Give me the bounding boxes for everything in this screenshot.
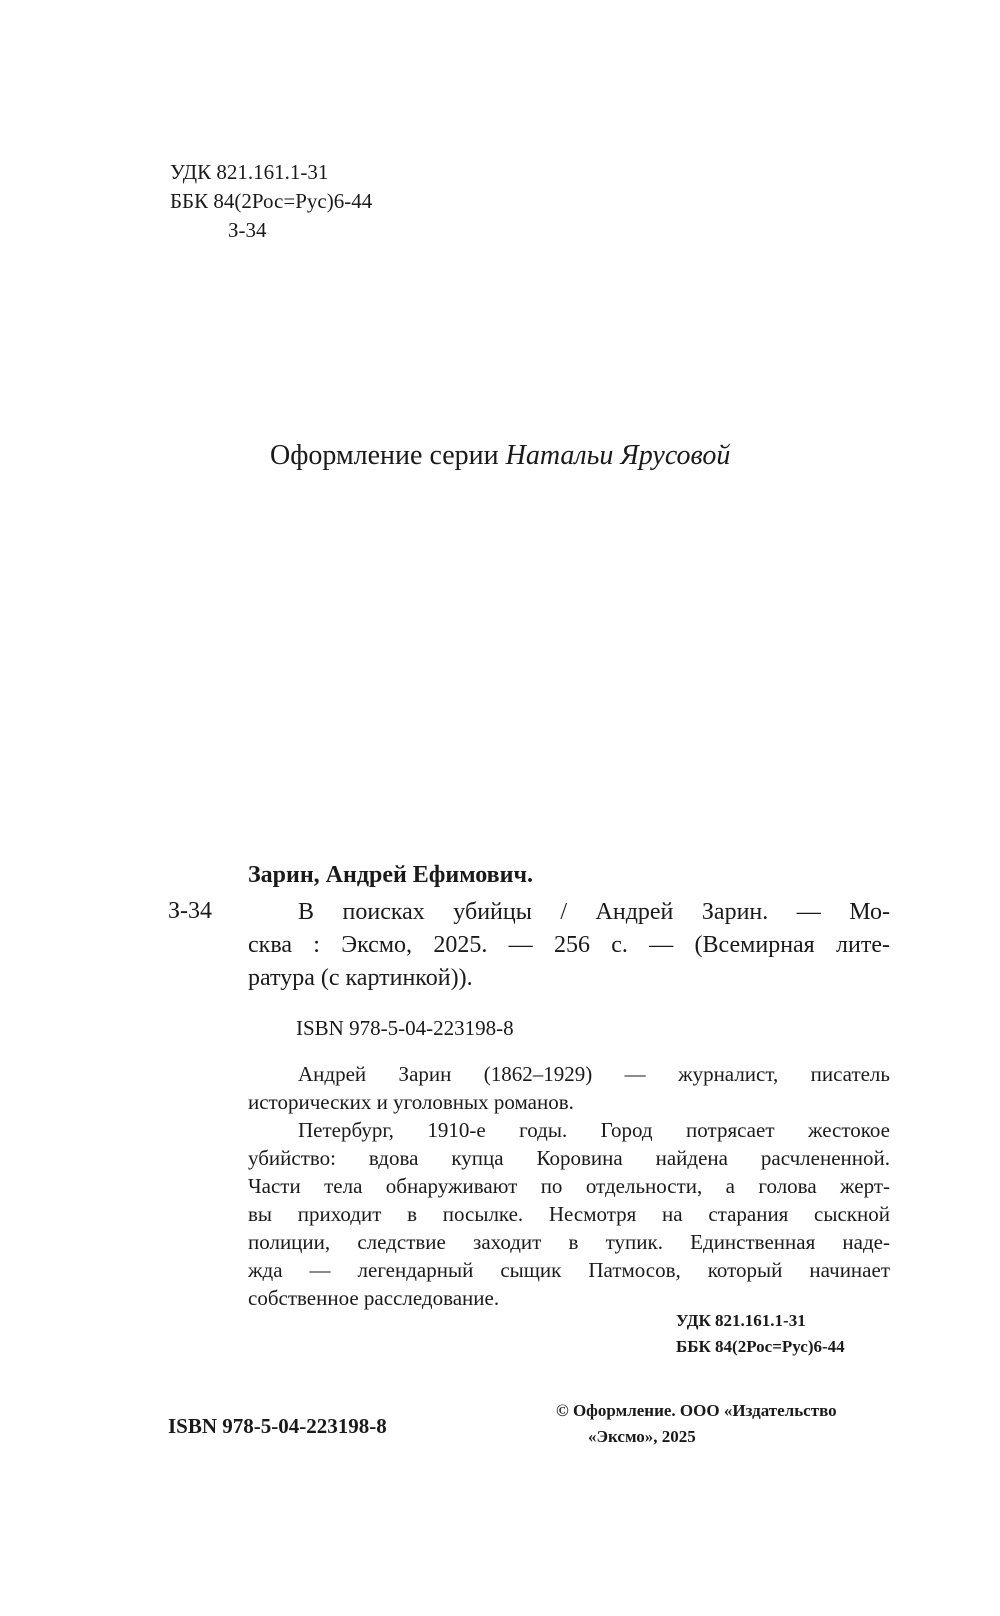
card-isbn: ISBN 978-5-04-223198-8 xyxy=(296,1016,514,1040)
annotation-line: собственное расследование. xyxy=(248,1286,500,1310)
annotation-line: Петербург, 1910-е годы. Город потрясает жестокое xyxy=(298,1118,890,1142)
annotation-line: исторических и уголовных романов. xyxy=(248,1090,574,1114)
annotation-line: вы приходит в посылке. Несмотря на старания сыскной xyxy=(248,1202,890,1226)
card-classification xyxy=(676,1308,845,1360)
udk-code-card: УДК 821.161.1-31 xyxy=(676,1311,806,1330)
series-designer-name: Натальи Ярусовой xyxy=(505,440,731,471)
annotation-line: Андрей Зарин (1862–1929) — журналист, писатель xyxy=(298,1062,890,1086)
series-design-line xyxy=(270,440,730,472)
author-mark-top: З-34 xyxy=(228,218,267,242)
annotation-line: убийство: вдова купца Коровина найдена расчлененной. xyxy=(248,1146,890,1170)
description-line: ратура (с картинкой)). xyxy=(248,965,473,991)
card-author: Зарин, Андрей Ефимович. xyxy=(248,862,533,888)
copyright-notice xyxy=(556,1398,837,1450)
annotation-paragraph-2 xyxy=(248,1116,890,1312)
series-design-prefix: Оформление серии xyxy=(270,440,499,471)
udk-code-top: УДК 821.161.1-31 xyxy=(170,160,329,184)
card-description xyxy=(248,896,890,995)
card-author-mark: З-34 xyxy=(168,898,213,924)
description-line: В поисках убийцы / Андрей Зарин. — Мо- xyxy=(298,899,890,925)
description-line: сква : Эксмо, 2025. — 256 с. — (Всемирная лите- xyxy=(248,932,890,958)
annotation-line: жда — легендарный сыщик Патмосов, который начинает xyxy=(248,1258,890,1282)
bbk-code-card: ББК 84(2Рос=Рус)6-44 xyxy=(676,1337,845,1356)
annotation-paragraph-1 xyxy=(248,1060,890,1116)
annotation-line: Части тела обнаруживают по отдельности, а голова жерт- xyxy=(248,1174,890,1198)
copyright-line-1: © Оформление. ООО «Издательство xyxy=(556,1401,837,1420)
footer-isbn: ISBN 978-5-04-223198-8 xyxy=(168,1414,387,1438)
bbk-code-top: ББК 84(2Рос=Рус)6-44 xyxy=(170,189,373,213)
copyright-line-2: «Эксмо», 2025 xyxy=(588,1427,696,1446)
annotation-line: полиции, следствие заходит в тупик. Единственная наде- xyxy=(248,1230,890,1254)
